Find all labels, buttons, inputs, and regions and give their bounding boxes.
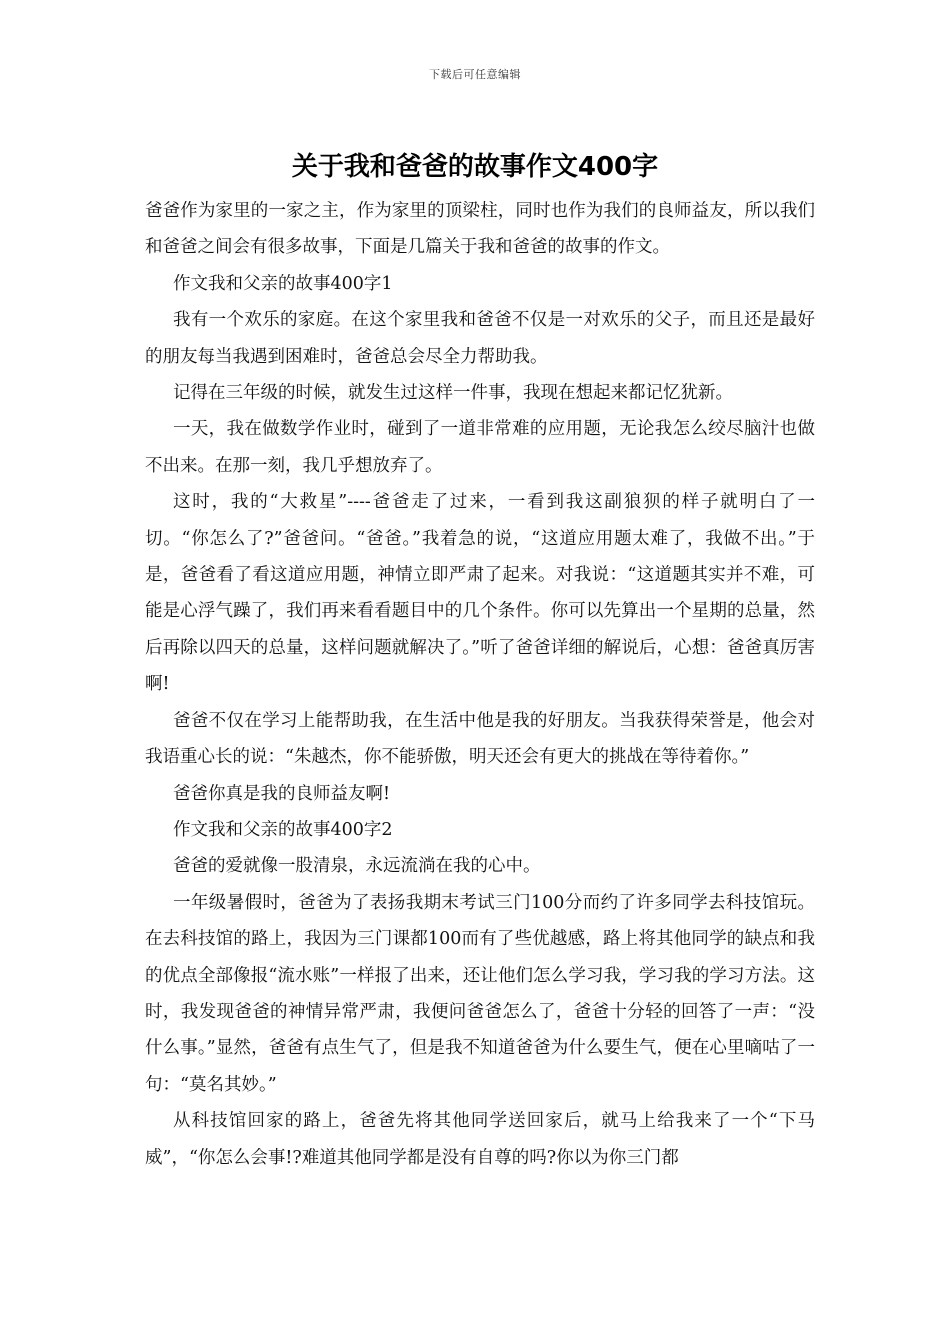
paragraph: 作文我和父亲的故事400字1 — [173, 273, 393, 294]
paragraph: 作文我和父亲的故事400字2 — [173, 819, 393, 840]
document-body — [145, 193, 815, 1176]
paragraph: 我有一个欢乐的家庭。在这个家里我和爸爸不仅是一对欢乐的父子，而且还是最好的朋友每当我遇到困难时，爸爸总会尽全力帮助我。 — [145, 310, 815, 367]
document-title: 关于我和爸爸的故事作文400字 — [291, 152, 659, 182]
paragraph: 爸爸作为家里的一家之主，作为家里的顶梁柱，同时也作为我们的良师益友，所以我们和爸爸之间会有很多故事，下面是几篇关于我和爸爸的故事的作文。 — [145, 201, 815, 258]
paragraph: 一天，我在做数学作业时，碰到了一道非常难的应用题，无论我怎么绞尽脑汁也做不出来。在那一刻，我几乎想放弃了。 — [145, 419, 815, 476]
header-note: 下载后可任意编辑 — [429, 68, 521, 81]
paragraph: 一年级暑假时，爸爸为了表扬我期末考试三门100分而约了许多同学去科技馆玩。在去科技馆的路上，我因为三门课都100而有了些优越感，路上将其他同学的缺点和我的优点全部像报“流水账”一样报了出来，还让他们怎么学习我，学习我的学习方法。这时，我发现爸爸的神情异常严肃，我便问爸爸怎么了，爸爸十分轻的回答了一声：“没什么事。”显然，爸爸有点生气了，但是我不知道爸爸为什么要生气，便在心里嘀咕了一句：“莫名其妙。” — [145, 892, 815, 1095]
paragraph: 从科技馆回家的路上，爸爸先将其他同学送回家后，就马上给我来了一个“下马威”，“你怎么会事!?难道其他同学都是没有自尊的吗?你以为你三门都 — [145, 1111, 815, 1168]
paragraph: 爸爸你真是我的良师益友啊! — [173, 783, 391, 804]
paragraph: 爸爸不仅在学习上能帮助我，在生活中他是我的好朋友。当我获得荣誉是，他会对我语重心长的说：“朱越杰，你不能骄傲，明天还会有更大的挑战在等待着你。” — [145, 710, 815, 768]
paragraph: 记得在三年级的时候，就发生过这样一件事，我现在想起来都记忆犹新。 — [173, 383, 733, 404]
paragraph: 这时，我的“大救星”----爸爸走了过来，一看到我这副狼狈的样子就明白了一切。“你怎么了?”爸爸问。“爸爸。”我着急的说，“这道应用题太难了，我做不出。”于是，爸爸看了看这道应用题，神情立即严肃了起来。对我说：“这道题其实并不难，可能是心浮气躁了，我们再来看看题目中的几个条件。你可以先算出一个星期的总量，然后再除以四天的总量，这样问题就解决了。”听了爸爸详细的解说后，心想：爸爸真厉害啊! — [145, 492, 815, 695]
paragraph: 爸爸的爱就像一股清泉，永远流淌在我的心中。 — [173, 856, 541, 877]
